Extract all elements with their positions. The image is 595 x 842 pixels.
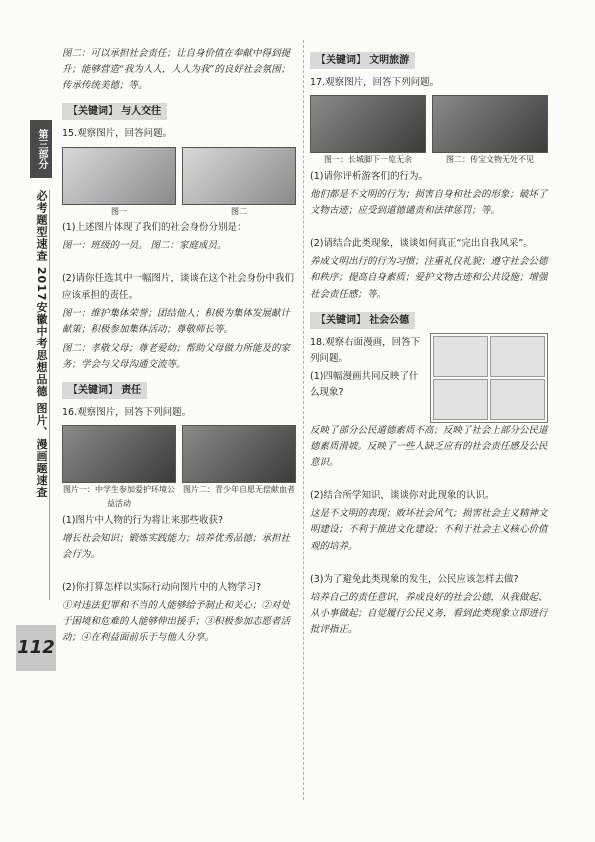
- keyword-label: 关键词: [326, 314, 356, 326]
- question-16: 16.观察图片，回答下列问题。: [62, 407, 192, 419]
- q15-photos: [62, 147, 296, 205]
- keyword-heading: 【关键词】 与人交往: [62, 103, 167, 120]
- q16-photo-1: [62, 425, 176, 483]
- q17-captions: [310, 153, 548, 167]
- question-17: 17.观察图片，回答下列问题。: [310, 77, 440, 88]
- question-18: 18.观察右面漫画，回答下列问题。: [310, 336, 421, 364]
- q17-photo-1: [310, 95, 426, 153]
- keyword-title: 责任: [121, 385, 142, 397]
- q18-sub2: (2)结合所学知识，谈谈你对此现象的认识。: [310, 490, 495, 502]
- cartoon-panel: [433, 336, 488, 377]
- q17-answer1: 他们都是不文明的行为；损害自身和社会的形象；破坏了文物古迹；应受到道德谴责和法律惩罚；等。: [310, 188, 548, 217]
- q16-photo-2: [182, 425, 296, 483]
- column-divider: [303, 40, 304, 800]
- cartoon-panel: [433, 379, 488, 420]
- q16-answer2: ①对违法犯罪和不当的人能够给予制止和关心；②对处于困境和危难的人能够伸出援手；③积极参加志愿者活动；④在利益面前乐于与他人分享。: [62, 600, 291, 644]
- q17-answer2: 养成文明出行的行为习惯；注重礼仪礼貌；遵守社会公德和秩序；提高自身素质；爱护文物古迹和公共设施；增强社会责任感；等。: [310, 256, 548, 300]
- q15-sub2: (2)请你任选其中一幅图片，谈谈在这个社会身份中我们应该承担的责任。: [62, 273, 294, 301]
- q15-photo-2: [182, 147, 296, 205]
- q15-captions: [62, 205, 296, 219]
- book-title: 必考题型速查 2017安徽中考思想品德 图片、漫画题速查: [32, 190, 50, 600]
- q18-header: [310, 333, 548, 423]
- q17-photos: [310, 95, 548, 153]
- q16-captions: [62, 483, 296, 510]
- cartoon-panel: [490, 336, 545, 377]
- q17-photo-2: [432, 95, 548, 153]
- q15-sub1: (1)上述图片体现了我们的社会身份分别是：: [62, 222, 247, 234]
- q15-caption-1: 图一: [111, 206, 127, 216]
- q17-sub2: (2)请结合此类现象，谈谈如何真正“完出自我风采”。: [310, 238, 533, 250]
- keyword-label: 关键词: [78, 385, 108, 397]
- q18-intro: [310, 333, 426, 423]
- question-15: 15.观察图片，回答问题。: [62, 128, 173, 140]
- q18-sub1: (1)四幅漫画共同反映了什么现象?: [310, 371, 419, 399]
- intro-answer: 图二：可以承担社会责任；让自身价值在奉献中得到提升；能够营造“我为人人，人人为我”的良好社会氛围；传承传统美德；等。: [62, 48, 291, 92]
- q15-photo-1: [62, 147, 176, 205]
- q15-answer1: 图一：班级的一员。 图二：家庭成员。: [62, 240, 227, 252]
- keyword-heading: 【关键词】 社会公德: [310, 312, 415, 329]
- keyword-heading: 【关键词】 责任: [62, 382, 147, 399]
- q18-sub3: (3)为了避免此类现象的发生，公民应该怎样去做?: [310, 573, 519, 585]
- keyword-title: 与人交往: [121, 106, 162, 118]
- q15-caption-2: 图二: [231, 206, 247, 216]
- page-number: 112: [16, 625, 56, 671]
- q16-caption-2: 图片二：青少年自愿无偿献血者: [183, 485, 295, 495]
- section-tab: 第三部分: [30, 120, 52, 178]
- left-column: [62, 46, 296, 650]
- q15-answer2a: 图一：维护集体荣誉；团结他人；积极为集体发展献计献策；积极参加集体活动；尊敬师长等。: [62, 307, 291, 335]
- side-band: [30, 120, 52, 700]
- keyword-title: 社会公德: [369, 314, 410, 326]
- q18-answer2: 这是不文明的表现；败坏社会风气；损害社会主义精神文明建设；不利于推进文化建设；不利于社会主义核心价值观的培养。: [310, 508, 548, 552]
- q16-photos: [62, 425, 296, 483]
- q17-sub1: (1)请你评析游客们的行为。: [310, 170, 428, 182]
- cartoon-panel: [490, 379, 545, 420]
- q16-caption-1: 图片一：中学生参加爱护环境公益活动: [63, 485, 175, 509]
- q18-answer1: 反映了部分公民道德素质不高；反映了社会上部分公民道德素质滑坡。反映了一些人缺乏应有的社会责任感及公民意识。: [310, 424, 548, 468]
- q16-answer1: 增长社会知识；锻炼实践能力；培养优秀品德；承担社会行为。: [62, 532, 291, 560]
- keyword-label: 关键词: [326, 55, 356, 66]
- q16-sub1: (1)图片中人物的行为将让来那些收获?: [62, 514, 223, 526]
- q17-caption-1: 图一：长城脚下一览无余: [324, 155, 412, 165]
- keyword-label: 关键词: [78, 106, 108, 118]
- keyword-heading: 【关键词】 文明旅游: [310, 52, 415, 69]
- q16-sub2: (2)你打算怎样以实际行动向图片中的人物学习?: [62, 582, 261, 594]
- right-column: [310, 46, 548, 641]
- keyword-title: 文明旅游: [369, 55, 410, 66]
- q18-cartoon: [430, 333, 548, 423]
- q18-answer3: 培养自己的责任意识，养成良好的社会公德，从我做起、从小事做起；自觉履行公民义务，看到此类现象立即进行批评指正。: [310, 591, 548, 636]
- q15-answer2b: 图二：孝敬父母；尊老爱幼；帮助父母做力所能及的家务；学会与父母沟通交流等。: [62, 343, 291, 371]
- q17-caption-2: 图二：传宝文物无处不见: [446, 155, 534, 165]
